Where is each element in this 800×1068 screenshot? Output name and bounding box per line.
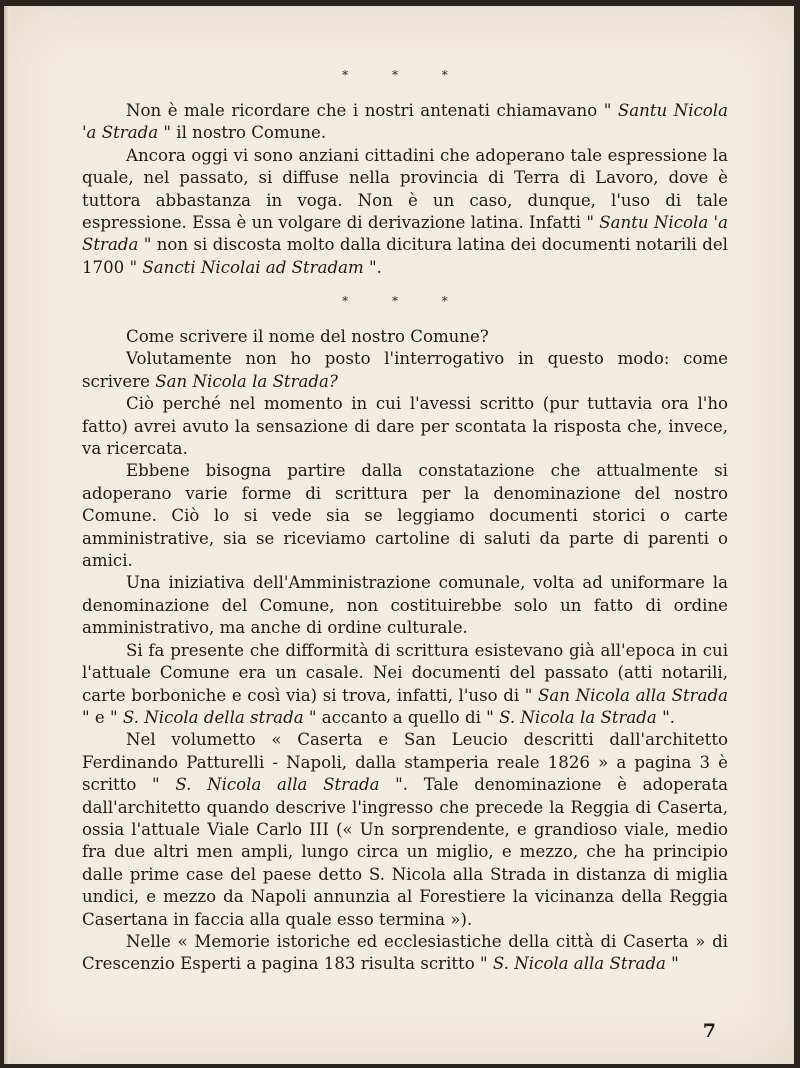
italic-phrase: " S. Nicola alla Strada ": [479, 954, 679, 974]
paragraph: [82, 640, 728, 730]
paragraph-text: Volutamente non ho posto l'interrogativo in questo modo: come scrivere: [82, 349, 728, 391]
section-1: [82, 100, 728, 279]
paragraph: [82, 393, 728, 460]
page-binding-edge: [4, 6, 10, 1064]
paragraph: [82, 572, 728, 639]
paragraph-text: Non è male ricordare che i nostri antenati chiamavano: [126, 101, 604, 120]
paragraph-text: . Tale denominazione è adoperata dall'architetto quando descrive l'ingresso che precede la Reggia di Caserta, ossia l'attuale Viale Carlo III (« Un sorprendente, e grandioso viale, medio fra due altri men ampli, lungo circa un miglio, e mezzo, che ha principio dalle prime case del paese detto S. Nicola alla Strada in distanza di miglia undici, e mezzo da Napoli annunzia al Forestiere la vicinanza della Reggia Casertana in faccia alla quale esso termina »).: [82, 775, 728, 929]
paragraph-text: non si discosta molto dalla dicitura latina dei documenti notarili del 1700: [82, 235, 728, 277]
paragraph: [82, 100, 728, 145]
paragraph-text: .: [669, 707, 676, 727]
paragraph: [82, 348, 728, 393]
italic-phrase: San Nicola la Strada?: [155, 371, 338, 391]
italic-phrase: " S. Nicola della strada ": [110, 707, 317, 727]
paragraph-text: il nostro Comune.: [171, 123, 327, 143]
italic-phrase: " Santu Nicola 'a Strada ": [82, 101, 728, 143]
italic-phrase: " S. Nicola la Strada ": [486, 707, 670, 727]
paragraph-text: Si fa presente che difformità di scrittura esistevano già all'epoca in cui l'attuale Comune era un casale. Nei documenti del passato (atti notarili, carte borboniche e così via) si trova, infatti, l'uso di: [82, 640, 728, 705]
italic-phrase: " Santu Nicola 'a Strada ": [82, 213, 728, 255]
paragraph-text: Ciò perché nel momento in cui l'avessi scritto (pur tuttavia ora l'ho fatto) avrei avuto la sensazione di dare per scontata la risposta che, invece, va ricercata.: [82, 394, 728, 459]
paragraph-text: accanto a quello di: [316, 707, 487, 727]
separator-middle: * * *: [342, 294, 468, 308]
paragraph-text: Ancora oggi vi sono anziani cittadini che adoperano tale espressione la quale, nel passato, si diffuse nella provincia di Terra di Lavoro, dove è tuttora abbastanza in voga. Non è un caso, dunque, l'uso di tale espressione. Essa è un volgare di derivazione latina. Infatti: [82, 145, 728, 233]
paragraph-text: Una iniziativa dell'Amministrazione comunale, volta ad uniformare la denominazione del Comune, non costituirebbe solo un fatto di ordine amministrativo, ma anche di ordine culturale.: [82, 573, 728, 638]
paragraph-text: .: [376, 257, 382, 277]
italic-phrase: " San Nicola alla Strada ": [82, 685, 728, 727]
paragraph-text: Ebbene bisogna partire dalla constatazione che attualmente si adoperano varie forme di scrittura per la denominazione del nostro Comune. Ciò lo si vede sia se leggiamo documenti storici o carte amministrative, sia se riceviamo cartoline di saluti da parte di parenti o amici.: [82, 461, 728, 571]
section-2: [82, 326, 728, 976]
separator-top: * * *: [342, 68, 468, 82]
italic-phrase: " S. Nicola alla Strada ": [152, 775, 403, 795]
page-number: 7: [702, 1020, 716, 1042]
paragraph-text: Nel volumetto « Caserta e San Leucio descritti dall'architetto Ferdinando Patturelli - Napoli, dalla stamperia reale 1826 » a pagina 3 è scritto: [82, 730, 728, 795]
paragraph: [82, 460, 728, 572]
paragraph: [82, 931, 728, 976]
book-page: [4, 6, 794, 1064]
italic-phrase: " Sancti Nicolai ad Stradam ": [129, 257, 377, 277]
paragraph-text: e: [89, 707, 111, 727]
paragraph: [82, 326, 728, 348]
paragraph: [82, 729, 728, 931]
paragraph-text: Nelle « Memorie istoriche ed ecclesiastiche della città di Caserta » di Crescenzio Esperti a pagina 183 risulta scritto: [82, 931, 728, 974]
paragraph: [82, 145, 728, 279]
paragraph-text: Come scrivere il nome del nostro Comune?: [126, 327, 489, 346]
